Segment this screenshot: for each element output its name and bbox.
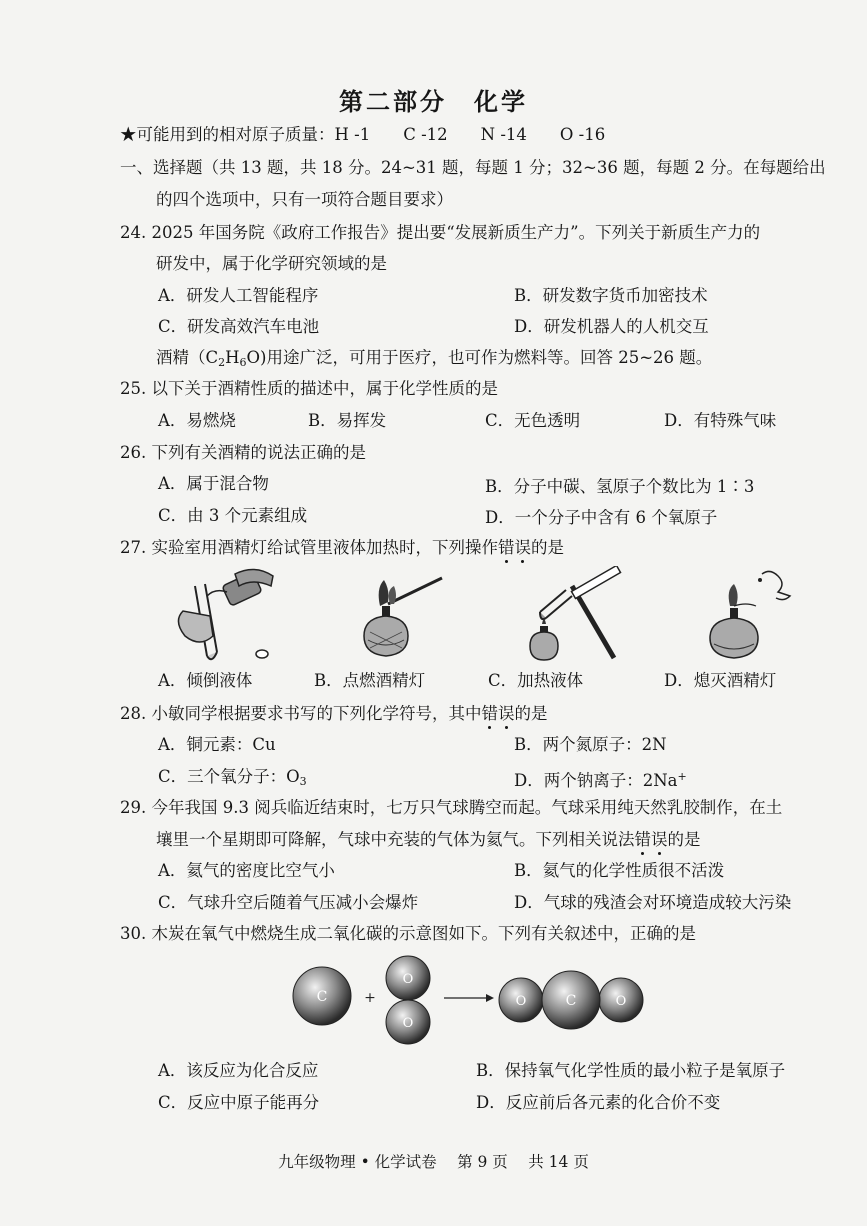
q24-option-b: B．研发数字货币加密技术 [514, 286, 708, 305]
q30-option-a: A．该反应为化合反应 [158, 1061, 319, 1080]
q29-stem-line2: 壤里一个星期即可降解，气球中充装的气体为氦气。下列相关说法错误的是 [156, 830, 701, 849]
reactant-carbon-atom [293, 967, 351, 1025]
q27-stem: 27. 实验室用酒精灯给试管里液体加热时，下列操作错误的是 [120, 538, 564, 557]
q26-stem: 26. 下列有关酒精的说法正确的是 [120, 443, 366, 462]
reactant-oxygen-molecule [386, 956, 430, 1044]
reactant-oxygen-top-label: O [402, 972, 414, 987]
q29-option-c: C．气球升空后随着气压减小会爆炸 [158, 893, 419, 912]
q24-option-c: C．研发高效汽车电池 [158, 317, 320, 336]
q28-option-c: C．三个氧分子：$O_3$ [158, 767, 307, 788]
emphasis-mark: 错 [481, 704, 498, 723]
emphasis-mark: 错 [634, 830, 651, 849]
product-oxygen-left-label: O [515, 994, 527, 1009]
extinguishing-lamp-illustration [700, 566, 800, 666]
section1-instructions-line1: 一、选择题（共 13 题，共 18 分。24~31 题，每题 1 分；32~36 题，每题 2 分。在每题给出 [120, 158, 826, 177]
heating-liquid-illustration [522, 566, 622, 666]
q24-option-d: D．研发机器人的人机交互 [514, 317, 709, 336]
page-footer: 九年级物理 • 化学试卷 第 9 页 共 14 页 [278, 1153, 589, 1171]
lighting-lamp-illustration [350, 566, 450, 666]
q27-option-c: C．加热液体 [488, 671, 584, 690]
q30-option-c: C．反应中原子能再分 [158, 1093, 320, 1112]
atomic-masses: ★可能用到的相对原子质量：H -1 C -12 N -14 O -16 [120, 125, 606, 144]
q27-option-b: B．点燃酒精灯 [314, 671, 426, 690]
emphasis-mark: 错 [498, 538, 515, 557]
q24-stem-line1: 24. 2025 年国务院《政府工作报告》提出要“发展新质生产力”。下列关于新质生产力的 [120, 223, 761, 242]
q28-option-b: B．两个氮原子：2N [514, 735, 667, 754]
emphasis-mark: 误 [514, 538, 531, 557]
plus-sign: + [364, 990, 376, 1006]
q26-option-c: C．由 3 个元素组成 [158, 506, 308, 525]
q29-option-b: B．氦气的化学性质很不活泼 [514, 861, 725, 880]
product-carbon-label: C [565, 993, 577, 1009]
q26-option-d: D．一个分子中含有 6 个氧原子 [485, 508, 718, 527]
q30-option-b: B．保持氧气化学性质的最小粒子是氧原子 [476, 1061, 786, 1080]
q27-option-a: A．倾倒液体 [158, 671, 253, 690]
q30-option-d: D．反应前后各元素的化合价不变 [476, 1093, 721, 1112]
product-oxygen-right-label: O [615, 994, 627, 1009]
q26-option-b: B．分子中碳、氢原子个数比为 1∶3 [485, 477, 755, 496]
reaction-arrow [444, 994, 494, 1002]
section-title: 第二部分 化学 [339, 88, 528, 116]
q29-stem-line1: 29. 今年我国 9.3 阅兵临近结束时，七万只气球腾空而起。气球采用纯天然乳胶制作，在土 [120, 798, 783, 817]
q25-option-b: B．易挥发 [308, 411, 387, 430]
q27-option-d: D．熄灭酒精灯 [664, 671, 777, 690]
q28-option-a: A．铜元素：Cu [158, 735, 276, 754]
q28-stem: 28. 小敏同学根据要求书写的下列化学符号，其中错误的是 [120, 704, 548, 723]
q25-option-d: D．有特殊气味 [664, 411, 777, 430]
q30-stem: 30. 木炭在氧气中燃烧生成二氧化碳的示意图如下。下列有关叙述中，正确的是 [120, 924, 696, 943]
q29-option-d: D．气球的残渣会对环境造成较大污染 [514, 893, 792, 912]
section1-instructions-line2: 的四个选项中，只有一项符合题目要求） [156, 190, 453, 209]
q24-option-a: A．研发人工智能程序 [158, 286, 319, 305]
q26-option-a: A．属于混合物 [158, 474, 269, 493]
q24-stem-line2: 研发中，属于化学研究领域的是 [156, 254, 387, 273]
q25-option-c: C．无色透明 [485, 411, 581, 430]
pouring-liquid-illustration [165, 566, 280, 666]
emphasis-mark: 误 [651, 830, 668, 849]
emphasis-mark: 误 [498, 704, 515, 723]
reaction-diagram [280, 950, 680, 1050]
alcohol-intro: 酒精$(C_2H_6O)$用途广泛，可用于医疗，也可作为燃料等。回答 25~26 题。 [156, 348, 713, 369]
q28-option-d: D．两个钠离子：2Na+ [514, 770, 687, 790]
reactant-oxygen-bottom-label: O [402, 1016, 414, 1031]
q25-option-a: A．易燃烧 [158, 411, 236, 430]
product-carbon-dioxide-molecule [499, 971, 643, 1029]
q25-stem: 25. 以下关于酒精性质的描述中，属于化学性质的是 [120, 379, 498, 398]
q29-option-a: A．氦气的密度比空气小 [158, 861, 335, 880]
reactant-carbon-label: C [316, 989, 328, 1005]
